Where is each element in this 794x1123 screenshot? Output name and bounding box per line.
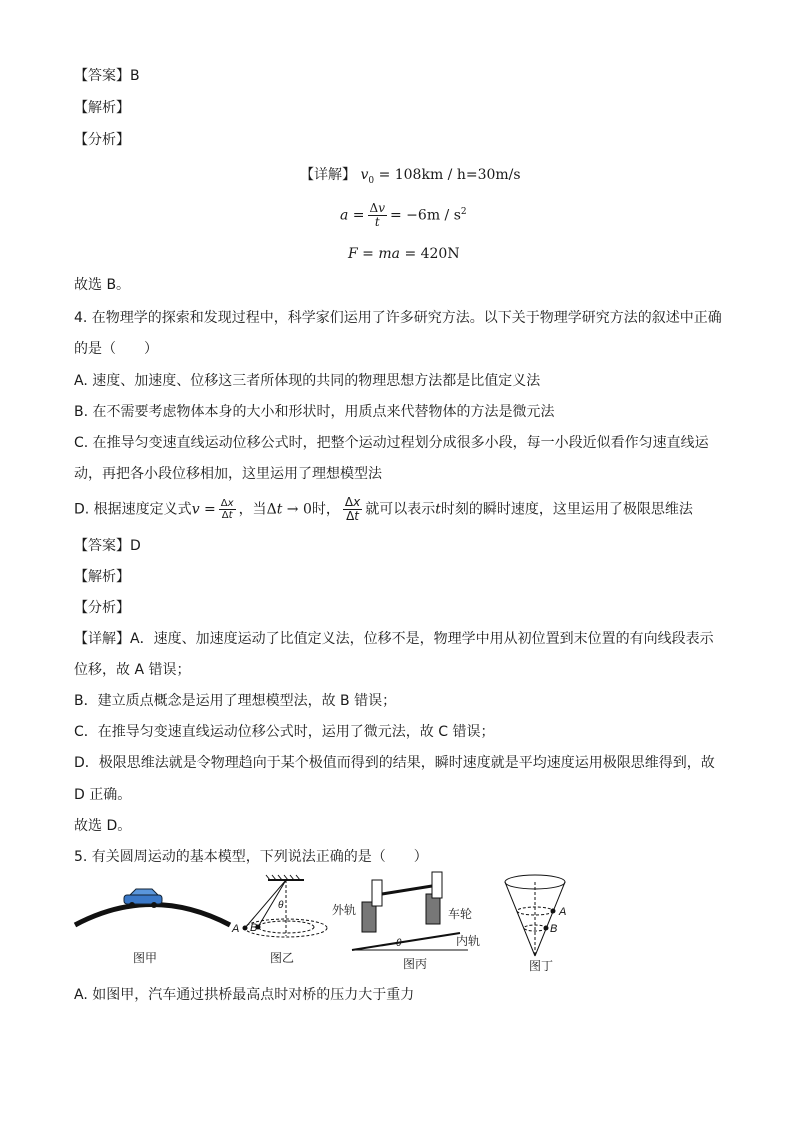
equation-velocity: 【详解】 $v_0 = 108km / h=30m/s$	[300, 167, 521, 186]
figure-bing-inner-rail: 内轨	[456, 934, 481, 948]
analysis-label-q3: 【解析】	[74, 100, 130, 116]
equation-acceleration: a = $\frac{\Delta v}{t}$ = $-6m / s^2$	[340, 201, 467, 229]
fenxi-label-q3: 【分析】	[74, 132, 130, 148]
analysis-label-q4: 【解析】	[74, 569, 130, 585]
detail-q4-line1: 【详解】A．速度、加速度运动了比值定义法，位移不是，物理学中用从初位置到末位置的有向线段表示	[74, 631, 714, 647]
option-d-text-5: 时刻的瞬时速度，这里运用了极限思维法	[440, 501, 693, 518]
figure-ding-inverted-cone	[505, 875, 566, 973]
detail-q4-line4: C．在推导匀变速直线运动位移公式时，运用了微元法，故 C 错误；	[74, 724, 495, 740]
option-d-text-2: ，当	[238, 501, 267, 518]
equation-force-value: = 420N	[404, 246, 460, 262]
svg-text:B: B	[250, 922, 258, 934]
question-4-stem-line2: 的是（ ）	[74, 341, 158, 357]
svg-text:θ: θ	[278, 900, 284, 911]
answer-label-q4: 【答案】D	[74, 538, 141, 554]
answer-label-q3: 【答案】B	[74, 68, 140, 84]
figure-yi-conical-pendulum	[231, 875, 327, 965]
question-4-option-b: B. 在不需要考虑物体本身的大小和形状时，用质点来代替物体的方法是微元法	[74, 404, 555, 420]
svg-text:θ: θ	[396, 938, 402, 949]
question-4-stem-line1: 4. 在物理学的探索和发现过程中，科学家们运用了许多研究方法。以下关于物理学研究方法的叙述中正确	[74, 310, 722, 326]
figure-bing-caption: 图丙	[403, 957, 428, 971]
option-d-text-1: D. 根据速度定义式	[74, 501, 192, 518]
detail-q4-line5: D．极限思维法就是令物理趋向于某个极值而得到的结果，瞬时速度就是平均速度运用极限思维得到，故	[74, 755, 715, 771]
question-4-option-d: D. 根据速度定义式v = $\frac{\Delta x}{\Delta t}$ ，当Δt → 0时， $\frac{\Delta x}{\Delta t}$ 就可以表示t时刻的瞬时速度，这里运用了极限思维法	[74, 495, 693, 523]
fenxi-label-q4: 【分析】	[74, 600, 130, 616]
figure-bing-outer-rail: 外轨	[332, 903, 357, 917]
detail-q4-line2: 位移，故 A 错误；	[74, 662, 191, 678]
equation-velocity-value: = 108km / h=30m/s	[378, 167, 521, 183]
question-5-option-a: A. 如图甲，汽车通过拱桥最高点时对桥的压力大于重力	[74, 987, 415, 1003]
option-d-text-3: 时，	[311, 501, 340, 518]
equation-acceleration-value: = −6m / s	[390, 207, 461, 224]
svg-text:A: A	[232, 923, 240, 935]
conclusion-q4: 故选 D。	[74, 818, 132, 834]
svg-text:A: A	[559, 906, 567, 918]
figure-yi-caption: 图乙	[270, 951, 295, 965]
detail-label-q3: 【详解】	[300, 167, 356, 183]
question-4-option-c-line1: C. 在推导匀变速直线运动位移公式时，把整个运动过程划分成很多小段，每一小段近似看作匀速直线运	[74, 435, 709, 451]
question-4-option-a: A. 速度、加速度、位移这三者所体现的共同的物理思想方法都是比值定义法	[74, 373, 541, 389]
figure-ding-caption: 图丁	[529, 959, 554, 973]
svg-text:B: B	[550, 923, 558, 935]
figure-row	[70, 870, 610, 980]
figure-bing-wheel: 车轮	[448, 907, 473, 921]
detail-q4-line6: D 正确。	[74, 787, 132, 803]
detail-q4-line3: B．建立质点概念是运用了理想模型法，故 B 错误；	[74, 693, 397, 709]
figure-jia-arch-bridge	[75, 889, 230, 965]
question-5-stem: 5. 有关圆周运动的基本模型，下列说法正确的是（ ）	[74, 849, 428, 865]
option-d-text-4: 就可以表示	[365, 501, 436, 518]
equation-force: F = ma = 420N	[348, 246, 460, 262]
figure-bing-banked-track	[332, 872, 480, 971]
conclusion-q3: 故选 B。	[74, 277, 131, 293]
question-4-option-c-line2: 动，再把各小段位移相加，这里运用了理想模型法	[74, 466, 382, 482]
figure-jia-caption: 图甲	[133, 951, 158, 965]
